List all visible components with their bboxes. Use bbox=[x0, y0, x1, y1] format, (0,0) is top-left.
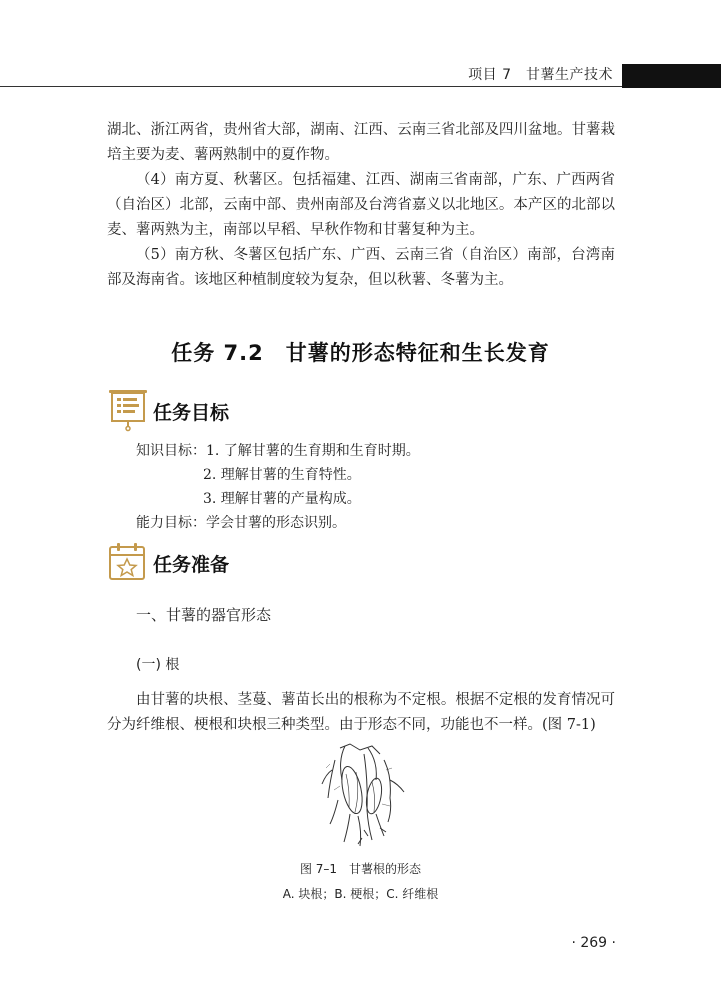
intro-text bbox=[107, 118, 615, 293]
root-paragraph: 由甘薯的块根、茎蔓、薯苗长出的根称为不定根。根据不定根的发育情况可分为纤维根、梗根和块根三种类型。由于形态不同，功能也不一样。(图 7-1) bbox=[107, 692, 615, 733]
section-label: 任务准备 bbox=[153, 554, 230, 576]
intro-paragraph-1: 湖北、浙江两省，贵州省大部，湖南、江西、云南三省北部及四川盆地。甘薯栽培主要为麦、薯两熟制中的夏作物。 bbox=[107, 122, 615, 163]
sweet-potato-root-illustration bbox=[320, 740, 410, 850]
header-bar bbox=[622, 64, 721, 88]
intro-paragraph-2: （4）南方夏、秋薯区。包括福建、江西、湖南三省南部，广东、广西两省（自治区）北部，云南中部、贵州南部及台湾省嘉义以北地区。本产区的北部以麦、薯两熟为主，南部以早稻、早秋作物和甘薯复种为主。 bbox=[107, 172, 615, 238]
goals-list bbox=[136, 439, 420, 535]
figure-subcaption: A. 块根；B. 梗根；C. 纤维根 bbox=[282, 887, 439, 901]
knowledge-goal-row bbox=[136, 439, 420, 463]
root-text bbox=[107, 688, 615, 738]
page-number: · 269 · bbox=[571, 935, 616, 951]
intro-paragraph-3: （5）南方秋、冬薯区包括广东、广西、云南三省（自治区）南部，台湾南部及海南省。该地区种植制度较为复杂，但以秋薯、冬薯为主。 bbox=[107, 247, 615, 288]
heading-organ-morphology: 一、甘薯的器官形态 bbox=[136, 606, 272, 624]
figure-caption: 图 7–1 甘薯根的形态 bbox=[299, 862, 422, 876]
task-title: 任务 7.2 甘薯的形态特征和生长发育 bbox=[171, 341, 550, 365]
page-header bbox=[0, 0, 721, 90]
header-rule bbox=[0, 86, 622, 87]
knowledge-item: 3. 理解甘薯的产量构成。 bbox=[203, 491, 361, 507]
knowledge-item: 2. 理解甘薯的生育特性。 bbox=[203, 467, 361, 483]
header-title: 项目 7 甘薯生产技术 bbox=[468, 67, 613, 83]
presentation-board-icon bbox=[107, 388, 149, 436]
heading-root: (一) 根 bbox=[136, 657, 180, 673]
ability-goal-row: 能力目标：学会甘薯的形态识别。 bbox=[136, 515, 346, 531]
calendar-star-icon bbox=[107, 540, 149, 588]
section-label: 任务目标 bbox=[153, 402, 230, 424]
knowledge-label: 知识目标： bbox=[136, 443, 206, 459]
knowledge-item: 1. 了解甘薯的生育期和生育时期。 bbox=[206, 443, 420, 459]
